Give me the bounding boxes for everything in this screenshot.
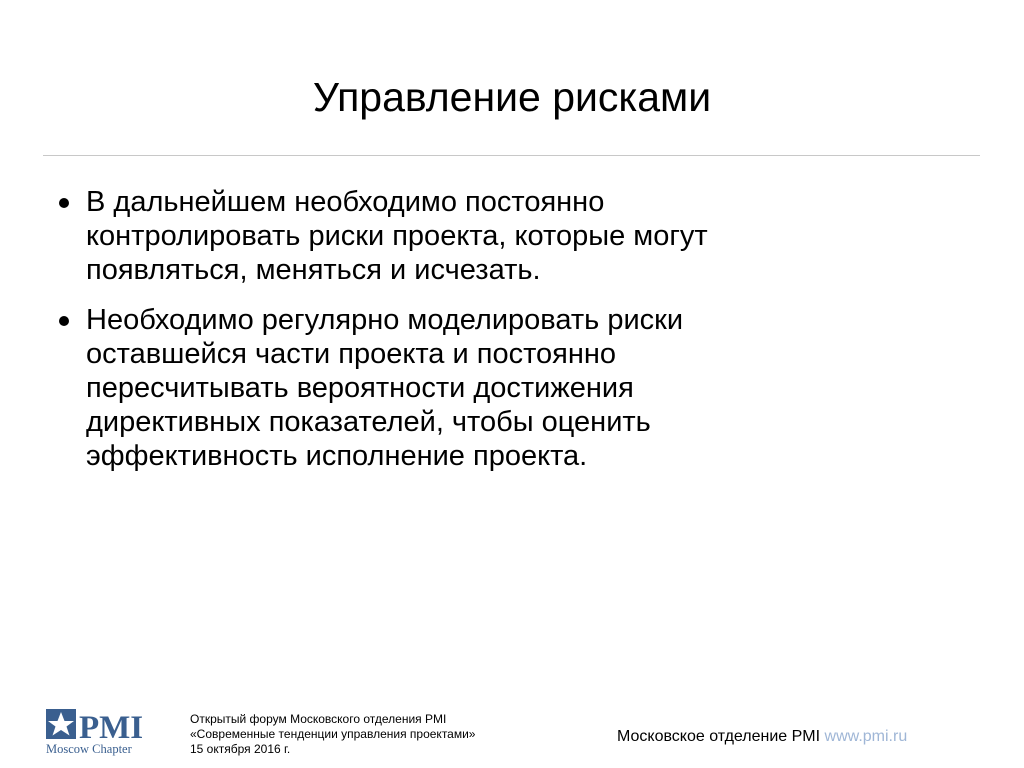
bullet-dot-icon <box>59 316 69 326</box>
bullet-dot-icon <box>59 198 69 208</box>
chapter-footer <box>617 727 907 747</box>
bullet-item <box>0 303 1024 473</box>
pmi-website-link[interactable]: www.pmi.ru <box>824 728 908 745</box>
logo-caption: Moscow Chapter <box>46 742 132 756</box>
forum-line: Открытый форум Московского отделения PMI <box>190 712 447 726</box>
forum-line: «Современные тенденции управления проектами» <box>190 727 476 741</box>
bullet-line: появляться, меняться и исчезать. <box>86 254 541 286</box>
bullet-line: В дальнейшем необходимо постоянно <box>86 186 605 218</box>
chapter-name: Московское отделение PMI <box>617 728 821 745</box>
bullet-list <box>0 185 1024 489</box>
bullet-line: пересчитывать вероятности достижения <box>86 372 634 404</box>
forum-info <box>190 712 550 757</box>
logo-mark-text: PMI <box>79 710 144 746</box>
slide-title: Управление рисками <box>312 74 712 120</box>
title-divider <box>43 155 980 156</box>
forum-date: 15 октября 2016 г. <box>190 742 291 756</box>
bullet-line: эффективность исполнение проекта. <box>86 440 588 472</box>
pmi-moscow-chapter-logo <box>43 705 163 757</box>
bullet-line: директивных показателей, чтобы оценить <box>86 406 651 438</box>
bullet-line: оставшейся части проекта и постоянно <box>86 338 617 370</box>
bullet-line: контролировать риски проекта, которые могут <box>86 220 708 252</box>
bullet-item <box>0 185 1024 287</box>
bullet-line: Необходимо регулярно моделировать риски <box>86 304 684 336</box>
